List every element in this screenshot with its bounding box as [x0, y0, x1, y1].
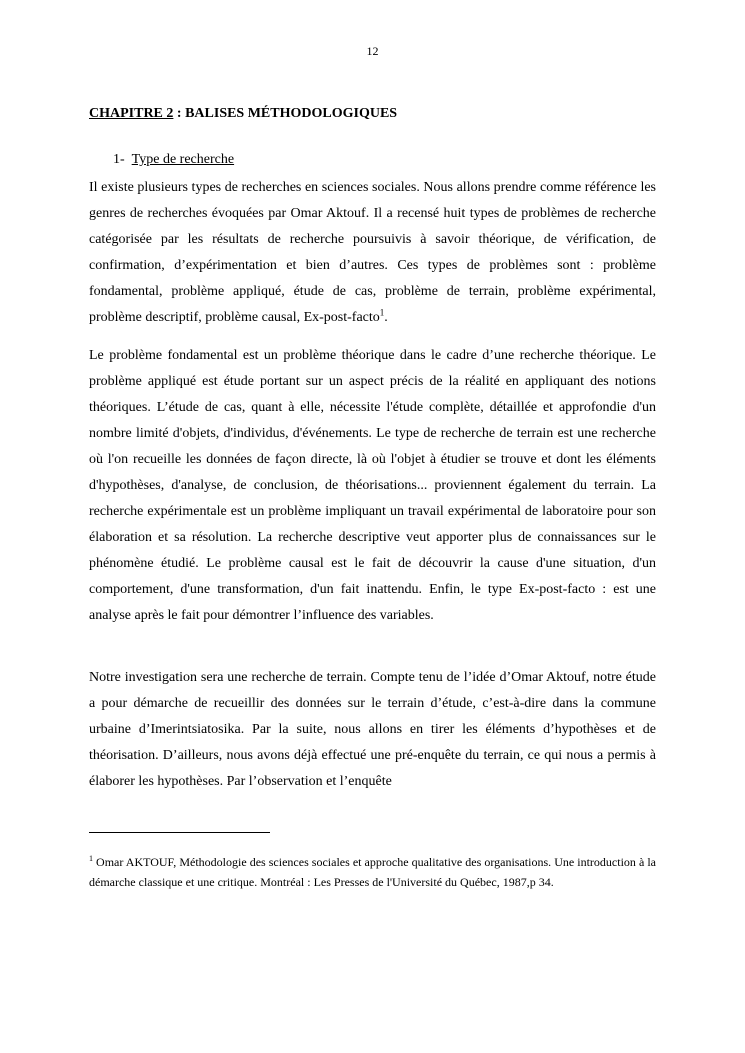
chapter-title: [89, 106, 397, 122]
footnote-marker: 1: [89, 854, 93, 863]
footnote-reference: 1: [379, 307, 385, 318]
footnote: [89, 852, 656, 892]
chapter-separator: :: [173, 106, 186, 121]
paragraph-2: Le problème fondamental est un problème théorique dans le cadre d’une recherche théorique. Le problème appliqué est étude portant sur un aspect précis de la réalité en appliquant des notions théoriques. L’étude de cas, quant à elle, nécessite l'étude complète, détaillée et approfondie d'un nombre limité d'objets, d'individus, d'événements. Le type de recherche de terrain est une recherche où l'on recueille les données de façon directe, là où l'objet à étudier se trouve et dont les éléments d'hypothèses, d'analyse, de conclusion, de théorisations... proviennent également du terrain. La recherche expérimentale est un problème impliquant un travail expérimental de laboratoire pour son élaboration et sa résolution. La recherche descriptive veut apporter plus de connaissances sur le phénomène étudié. Le problème causal est le fait de découvrir la cause d'une situation, d'un comportement, d'une transformation, d'un fait inattendu. Enfin, le type Ex-post-facto : est une analyse après le fait pour démontrer l’influence des variables.: [89, 348, 656, 623]
chapter-name: BALISES MÉTHODOLOGIQUES: [185, 106, 398, 121]
paragraph-3: Notre investigation sera une recherche de terrain. Compte tenu de l’idée d’Omar Aktouf, notre étude a pour démarche de recueillir des données sur le terrain d’étude, c’est-à-dire dans la commune urbaine d’Imerintsiatosika. Par la suite, nous allons en tirer les éléments d’hypothèses et de théorisation. D’ailleurs, nous avons déjà effectué une pré-enquête du terrain, ce qui nous a permis à élaborer les hypothèses. Par l’observation et l’enquête: [89, 670, 656, 789]
footnote-separator: [89, 832, 270, 833]
chapter-label: CHAPITRE 2: [89, 106, 174, 121]
section-title: Type de recherche: [131, 152, 235, 167]
paragraph-1: [89, 175, 656, 331]
page-number: 12: [366, 44, 379, 58]
paragraph-1-end: .: [384, 310, 388, 325]
section-number: 1-: [113, 152, 125, 167]
paragraph-1-text: Il existe plusieurs types de recherches en sciences sociales. Nous allons prendre comme référence les genres de recherches évoquées par Omar Aktouf. Il a recensé huit types de problèmes de recherche catégorisée par les résultats de recherche poursuivis à savoir théorique, de vérification, de confirmation, d’expérimentation et bien d’autres. Ces types de problèmes sont : problème fondamental, problème appliqué, étude de cas, problème de terrain, problème expérimental, problème descriptif, problème causal, Ex-post-facto: [89, 180, 656, 325]
section-heading: [113, 152, 234, 168]
footnote-text: Omar AKTOUF, Méthodologie des sciences sociales et approche qualitative des organisations. Une introduction à la démarche classique et une critique. Montréal : Les Presses de l'Université du Québec, 1987,p 34.: [89, 855, 656, 889]
